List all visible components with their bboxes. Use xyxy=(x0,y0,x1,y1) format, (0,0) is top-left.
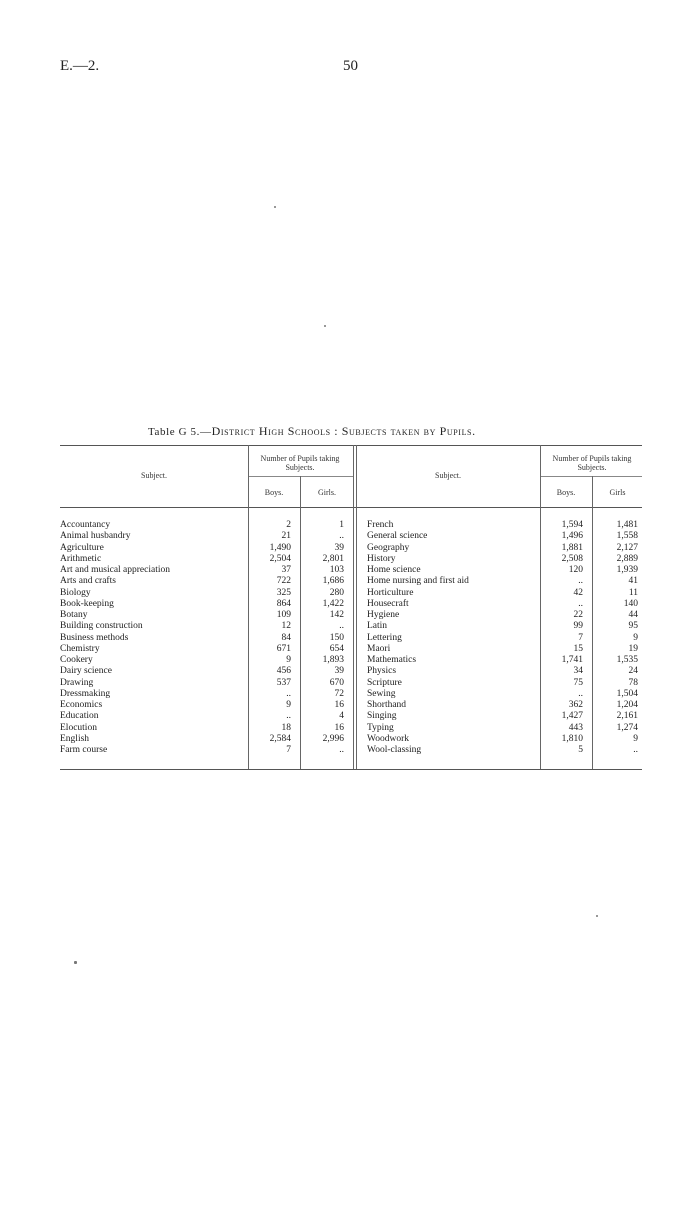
table-cell-boys: .. xyxy=(578,598,583,609)
table-cell-subject: Physics xyxy=(367,666,397,677)
left-subject-header: Subject. xyxy=(141,471,167,480)
table-cell-girls: 72 xyxy=(334,688,344,699)
right-subject-header: Subject. xyxy=(435,471,461,480)
table-cell-girls: 19 xyxy=(628,643,638,654)
left-number-header: Number of Pupils taking Subjects. xyxy=(260,454,340,472)
table-cell-boys: 1,881 xyxy=(561,542,583,553)
table-cell-girls: .. xyxy=(339,621,344,632)
table-cell-girls: 9 xyxy=(633,632,638,643)
table-cell-boys: 2,504 xyxy=(269,553,291,564)
table-cell-boys: .. xyxy=(578,688,583,699)
table-cell-girls: 44 xyxy=(628,610,638,620)
table-cell-boys: 7 xyxy=(286,745,291,755)
table-cell-boys: 12 xyxy=(281,621,291,632)
table-bottom-rule xyxy=(60,769,642,770)
table-cell-boys: 42 xyxy=(573,587,583,598)
table-cell-subject: Hygiene xyxy=(367,610,400,620)
table-cell-subject: Lettering xyxy=(367,632,402,643)
table-cell-boys: 5 xyxy=(578,745,583,755)
table-cell-girls: 1,422 xyxy=(322,598,344,609)
table-cell-boys: 75 xyxy=(573,677,583,688)
table-cell-boys: 109 xyxy=(276,610,291,620)
table-cell-subject: Drawing xyxy=(60,677,94,688)
table-cell-girls: 41 xyxy=(628,576,638,587)
table-cell-boys: 537 xyxy=(276,677,291,688)
table-cell-subject: Singing xyxy=(367,711,397,722)
table-cell-subject: Accountancy xyxy=(60,520,111,530)
col-rule xyxy=(353,445,354,769)
table-cell-girls: 24 xyxy=(628,666,638,677)
table-cell-subject: History xyxy=(367,553,396,564)
table-cell-boys: 864 xyxy=(276,598,291,609)
table-cell-girls: 2,996 xyxy=(322,733,344,744)
table-cell-girls: 9 xyxy=(633,733,638,744)
table-cell-girls: 103 xyxy=(329,565,344,575)
page-number: 50 xyxy=(343,58,358,74)
table-cell-subject: Business methods xyxy=(60,632,129,643)
table-cell-girls: 16 xyxy=(334,722,344,733)
table-cell-subject: Home nursing and first aid xyxy=(367,576,469,587)
table-cell-subject: General science xyxy=(367,531,428,542)
table-cell-subject: Dressmaking xyxy=(60,688,111,699)
table-cell-subject: Geography xyxy=(367,542,410,553)
table-cell-subject: Home science xyxy=(367,565,421,575)
table-cell-subject: Horticulture xyxy=(367,587,414,598)
table-title-text: District High Schools : Subjects taken by Pupils. xyxy=(211,424,476,438)
table-cell-girls: 2,161 xyxy=(616,711,638,722)
table-cell-subject: Botany xyxy=(60,610,88,620)
table-cell-boys: .. xyxy=(578,576,583,587)
table-cell-girls: 140 xyxy=(623,598,638,609)
table-top-rule xyxy=(60,445,642,446)
table-cell-girls: 95 xyxy=(628,621,638,632)
table-cell-girls: 1,504 xyxy=(616,688,638,699)
table-cell-subject: Maori xyxy=(367,643,391,654)
speck-mark xyxy=(596,915,598,917)
table-cell-boys: 2,508 xyxy=(561,553,583,564)
table-cell-subject: Typing xyxy=(367,722,394,733)
table-cell-subject: Education xyxy=(60,711,99,722)
table-cell-boys: 84 xyxy=(281,632,291,643)
right-subheader-rule xyxy=(540,476,642,477)
table-cell-girls: 1,939 xyxy=(616,565,638,575)
speck-mark xyxy=(324,325,326,327)
right-girls-header: Girls xyxy=(609,488,626,497)
table-cell-subject: English xyxy=(60,733,90,744)
table-cell-subject: French xyxy=(367,520,394,530)
table-cell-girls: 16 xyxy=(334,700,344,710)
table-title-prefix: Table G 5.— xyxy=(148,426,212,438)
left-girls-header: Girls. xyxy=(318,488,336,497)
table-cell-subject: Scripture xyxy=(367,677,402,688)
table-cell-boys: 443 xyxy=(568,722,583,733)
table-cell-subject: Arts and crafts xyxy=(60,576,116,587)
table-cell-girls: 78 xyxy=(628,677,638,688)
right-boys-header: Boys. xyxy=(556,488,576,497)
table-cell-boys: 120 xyxy=(568,565,583,575)
table-cell-girls: 1,893 xyxy=(322,655,344,665)
table-cell-girls: 11 xyxy=(628,587,638,598)
table-cell-girls: 1 xyxy=(339,520,344,530)
table-cell-subject: Farm course xyxy=(60,745,108,755)
table-cell-subject: Mathematics xyxy=(367,655,417,665)
table-cell-girls: 1,535 xyxy=(616,655,638,665)
table-cell-boys: 1,594 xyxy=(561,520,583,530)
table-cell-boys: 9 xyxy=(286,655,291,665)
table-cell-girls: .. xyxy=(339,745,344,755)
table-cell-girls: 654 xyxy=(329,643,344,654)
table-title xyxy=(148,424,476,439)
table-cell-subject: Chemistry xyxy=(60,643,100,654)
table-cell-girls: 150 xyxy=(329,632,344,643)
table-cell-girls: .. xyxy=(339,531,344,542)
table-cell-boys: 1,741 xyxy=(561,655,583,665)
table-cell-girls: 1,481 xyxy=(616,520,638,530)
table-cell-girls: 1,558 xyxy=(616,531,638,542)
table-cell-girls: .. xyxy=(633,745,638,755)
table-cell-boys: 362 xyxy=(568,700,583,710)
table-cell-boys: 1,427 xyxy=(561,711,583,722)
table-cell-boys: 22 xyxy=(573,610,583,620)
table-cell-subject: Economics xyxy=(60,700,103,710)
table-cell-boys: 2,584 xyxy=(269,733,291,744)
table-cell-subject: Agriculture xyxy=(60,542,104,553)
table-cell-subject: Cookery xyxy=(60,655,93,665)
table-cell-boys: 9 xyxy=(286,700,291,710)
table-cell-subject: Dairy science xyxy=(60,666,112,677)
table-cell-girls: 2,801 xyxy=(322,553,344,564)
speck-mark xyxy=(74,961,77,964)
header-bottom-rule xyxy=(60,507,642,508)
table-cell-subject: Wool-classing xyxy=(367,745,422,755)
left-boys-header: Boys. xyxy=(264,488,284,497)
right-number-header: Number of Pupils taking Subjects. xyxy=(552,454,632,472)
table-cell-boys: 456 xyxy=(276,666,291,677)
table-cell-subject: Latin xyxy=(367,621,388,632)
table-cell-girls: 1,204 xyxy=(616,700,638,710)
table-cell-boys: 1,810 xyxy=(561,733,583,744)
table-cell-boys: 1,496 xyxy=(561,531,583,542)
table-cell-boys: 2 xyxy=(286,520,291,530)
table-cell-subject: Housecraft xyxy=(367,598,409,609)
speck-mark xyxy=(274,206,276,208)
table-cell-subject: Art and musical appreciation xyxy=(60,565,171,575)
table-cell-boys: 37 xyxy=(281,565,291,575)
table-cell-subject: Elocution xyxy=(60,722,97,733)
col-rule xyxy=(356,445,357,769)
table-cell-girls: 280 xyxy=(329,587,344,598)
table-cell-girls: 1,274 xyxy=(616,722,638,733)
table-cell-boys: 34 xyxy=(573,666,583,677)
table-cell-subject: Woodwork xyxy=(367,733,409,744)
table-cell-subject: Animal husbandry xyxy=(60,531,131,542)
table-cell-subject: Arithmetic xyxy=(60,553,102,564)
table-cell-girls: 670 xyxy=(329,677,344,688)
document-code: E.—2. xyxy=(60,58,100,74)
table-cell-boys: 18 xyxy=(281,722,291,733)
table-cell-subject: Sewing xyxy=(367,688,396,699)
table-cell-boys: 671 xyxy=(276,643,291,654)
table-cell-subject: Building construction xyxy=(60,621,143,632)
table-cell-girls: 1,686 xyxy=(322,576,344,587)
table-cell-girls: 39 xyxy=(334,542,344,553)
table-cell-boys: 722 xyxy=(276,576,291,587)
table-cell-girls: 2,127 xyxy=(616,542,638,553)
table-cell-boys: .. xyxy=(286,688,291,699)
table-cell-boys: 21 xyxy=(281,531,291,542)
table-cell-girls: 39 xyxy=(334,666,344,677)
table-cell-boys: 1,490 xyxy=(269,542,291,553)
table-cell-boys: .. xyxy=(286,711,291,722)
table-cell-boys: 15 xyxy=(573,643,583,654)
subjects-table xyxy=(60,445,642,770)
table-cell-subject: Book-keeping xyxy=(60,598,114,609)
table-cell-boys: 325 xyxy=(276,587,291,598)
table-cell-girls: 142 xyxy=(329,610,344,620)
table-cell-subject: Shorthand xyxy=(367,700,407,710)
table-cell-boys: 7 xyxy=(578,632,583,643)
table-cell-girls: 4 xyxy=(339,711,344,722)
table-cell-girls: 2,889 xyxy=(616,553,638,564)
table-cell-subject: Biology xyxy=(60,587,91,598)
table-cell-boys: 99 xyxy=(573,621,583,632)
